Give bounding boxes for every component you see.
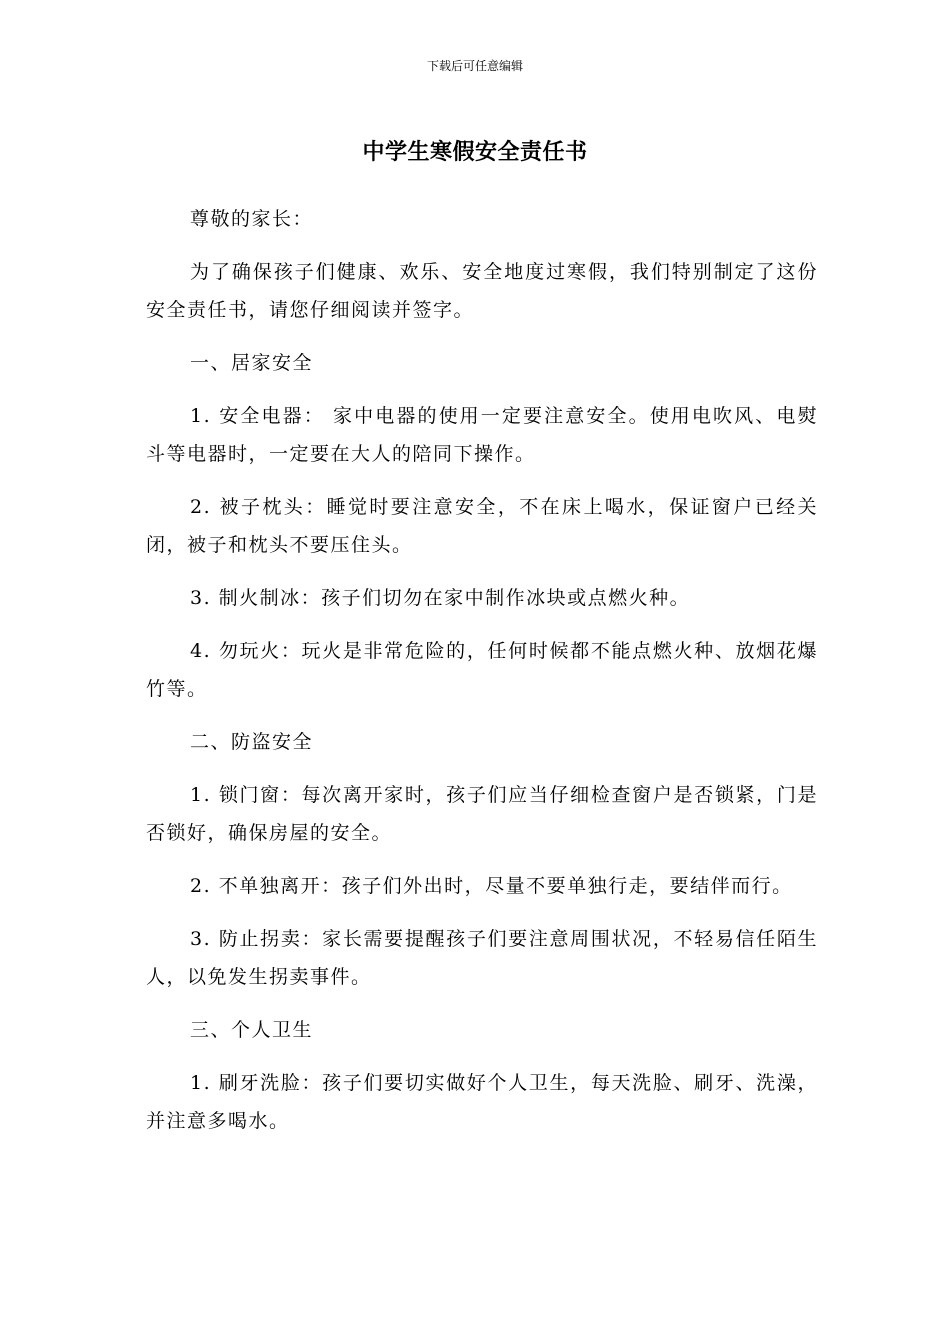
salutation: 尊敬的家长： [190,208,314,230]
list-item: 1. 刷牙洗脸：孩子们要切实做好个人卫生，每天洗脸、刷牙、洗澡，并注意多喝水。 [146,1072,818,1132]
section-heading-home-safety: 一、居家安全 [190,352,314,374]
list-item: 3. 防止拐卖：家长需要提醒孩子们要注意周围状况，不轻易信任陌生人，以免发生拐卖事件。 [146,928,818,988]
document-body [146,200,818,1155]
list-item: 1. 锁门窗：每次离开家时，孩子们应当仔细检查窗户是否锁紧，门是否锁好，确保房屋的安全。 [146,784,818,844]
list-item: 1. 安全电器： 家中电器的使用一定要注意安全。使用电吹风、电熨斗等电器时，一定要在大人的陪同下操作。 [146,405,818,465]
section-heading-theft-safety: 二、防盗安全 [190,731,314,753]
list-item: 4. 勿玩火：玩火是非常危险的，任何时候都不能点燃火种、放烟花爆竹等。 [146,640,818,700]
header-note: 下载后可任意编辑 [426,59,523,73]
document-title: 中学生寒假安全责任书 [362,140,588,165]
intro-paragraph: 为了确保孩子们健康、欢乐、安全地度过寒假，我们特别制定了这份安全责任书，请您仔细阅读并签字。 [146,261,818,321]
list-item: 3. 制火制冰：孩子们切勿在家中制作冰块或点燃火种。 [190,587,691,609]
list-item: 2. 被子枕头：睡觉时要注意安全，不在床上喝水，保证窗户已经关闭，被子和枕头不要压住头。 [146,496,818,556]
list-item: 2. 不单独离开：孩子们外出时，尽量不要单独行走，要结伴而行。 [190,875,793,897]
section-heading-personal-hygiene: 三、个人卫生 [190,1019,314,1041]
